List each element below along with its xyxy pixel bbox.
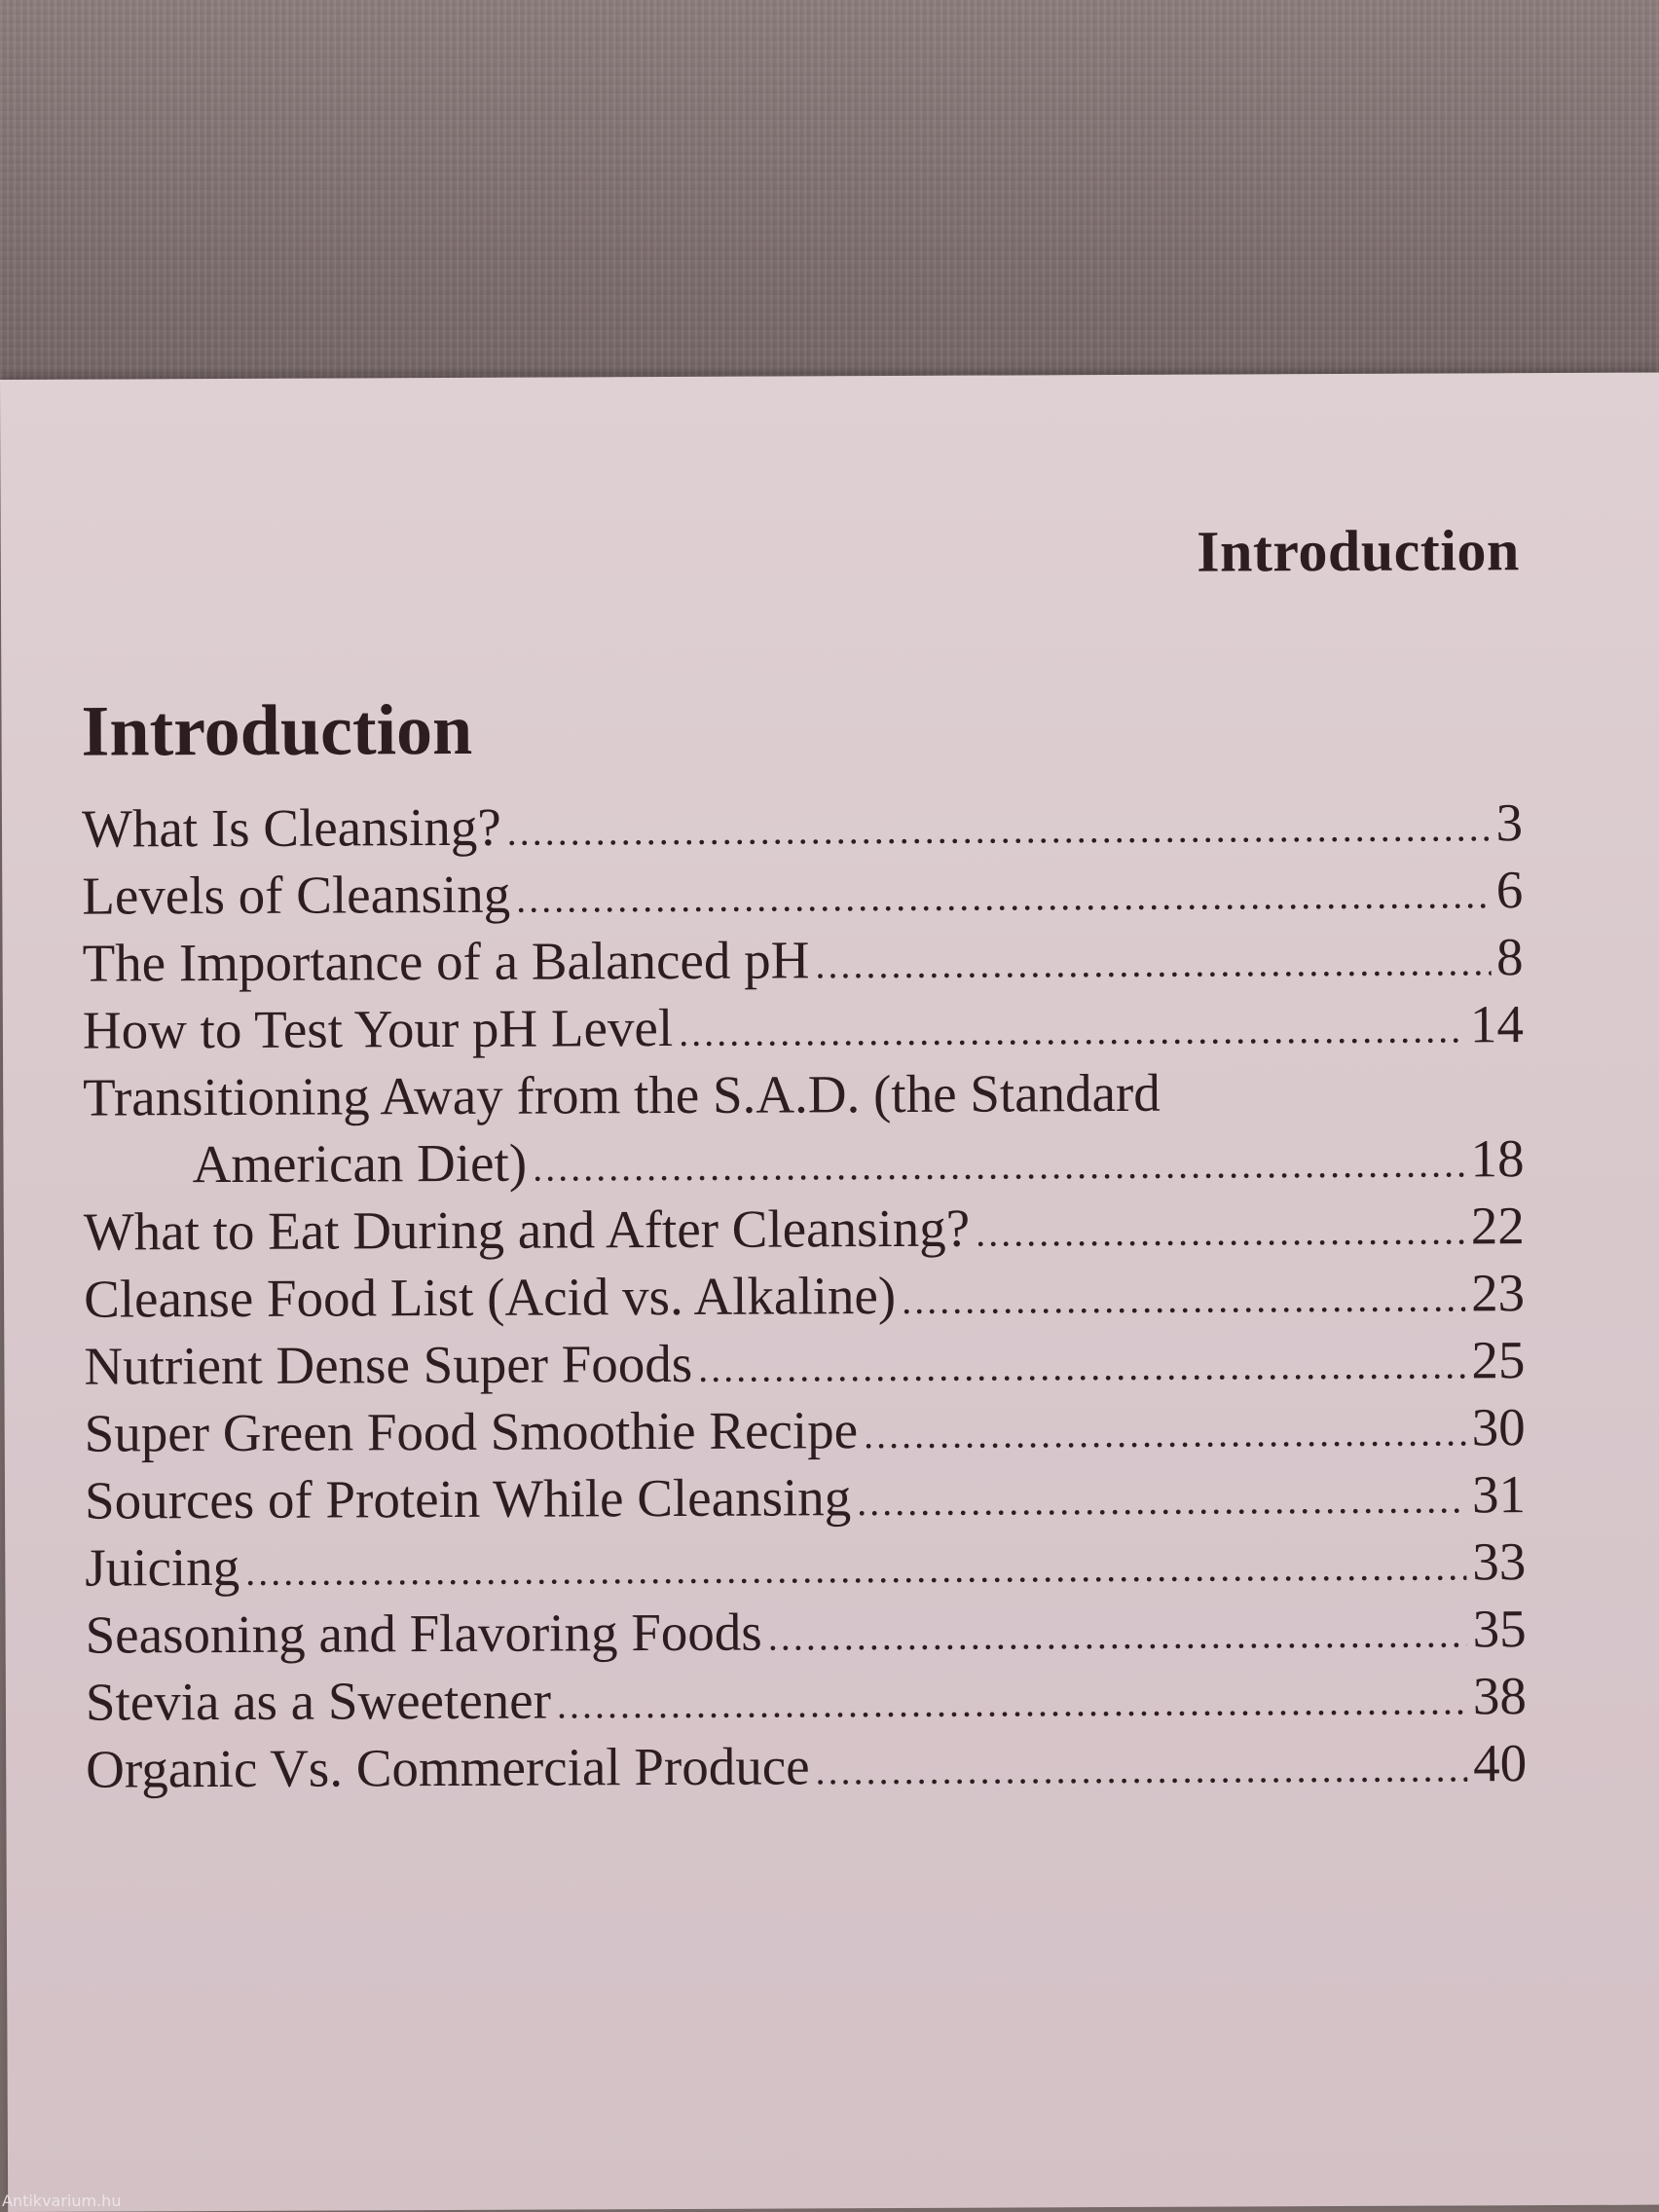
toc-entry-page: 35	[1472, 1599, 1527, 1659]
toc-dot-leader	[507, 804, 1491, 854]
toc-dot-leader	[815, 1745, 1467, 1793]
toc-dot-leader	[557, 1677, 1467, 1727]
background-surface	[0, 0, 1659, 409]
toc-entry	[84, 1195, 1525, 1268]
toc-entry-page: 38	[1472, 1666, 1528, 1726]
toc-entry	[85, 1463, 1526, 1536]
toc-dot-leader	[679, 1006, 1464, 1055]
toc-dot-leader	[533, 1140, 1465, 1190]
toc-entry-page: 14	[1469, 994, 1525, 1054]
watermark-text: Antikvarium.hu	[2, 2192, 122, 2210]
toc-entry-label: Juicing	[85, 1536, 240, 1598]
toc-entry	[82, 926, 1523, 999]
toc-entry	[86, 1665, 1527, 1738]
toc-entry	[85, 1598, 1526, 1671]
toc-entry-page: 25	[1471, 1330, 1526, 1390]
toc-entry-label: American Diet)	[192, 1132, 528, 1195]
running-head: Introduction	[1196, 518, 1520, 584]
toc-entry	[82, 792, 1523, 865]
toc-entry-label: Transitioning Away from the S.A.D. (the Standard	[83, 1062, 1161, 1127]
toc-entry-label: Nutrient Dense Super Foods	[84, 1333, 693, 1396]
section-title: Introduction	[81, 689, 473, 772]
toc-entry	[85, 1396, 1526, 1469]
toc-entry-label: What to Eat During and After Cleansing?	[83, 1198, 971, 1262]
toc-dot-leader	[902, 1274, 1465, 1323]
toc-entry-page: 3	[1495, 793, 1524, 853]
toc-entry-page: 8	[1495, 927, 1524, 987]
toc-dot-leader	[768, 1610, 1467, 1659]
toc-entry	[84, 1262, 1525, 1335]
toc-dot-leader	[857, 1476, 1466, 1525]
toc-entry	[84, 1329, 1525, 1402]
toc-entry-page: 6	[1495, 860, 1524, 920]
toc-entry	[86, 1732, 1527, 1805]
toc-entry-label: Levels of Cleansing	[82, 864, 511, 926]
book-page	[0, 373, 1659, 2212]
toc-entry-page: 22	[1470, 1196, 1525, 1256]
toc-entry-label: Stevia as a Sweetener	[85, 1670, 552, 1732]
toc-entry	[85, 1530, 1526, 1604]
toc-entry-label: Cleanse Food List (Acid vs. Alkaline)	[83, 1265, 897, 1329]
toc-entry-label: How to Test Your pH Level	[82, 997, 674, 1060]
toc-entry-label: Organic Vs. Commercial Produce	[86, 1736, 810, 1799]
toc-dot-leader	[245, 1543, 1466, 1594]
toc-entry-page: 33	[1472, 1531, 1527, 1592]
toc-entry	[82, 859, 1523, 932]
toc-dot-leader	[815, 939, 1491, 987]
toc-entry-label: Super Green Food Smoothie Recipe	[84, 1400, 859, 1463]
toc-entry	[83, 1060, 1524, 1133]
toc-dot-leader	[976, 1207, 1465, 1255]
toc-entry-page: 23	[1470, 1263, 1526, 1323]
toc-entry-label: The Importance of a Balanced pH	[82, 930, 810, 993]
toc-entry-label: Sources of Protein While Cleansing	[84, 1467, 852, 1530]
toc-entry-page: 31	[1471, 1464, 1527, 1525]
toc-entry	[83, 993, 1524, 1066]
toc-dot-leader	[698, 1342, 1465, 1390]
toc-entry-label: Seasoning and Flavoring Foods	[85, 1602, 762, 1665]
toc-dot-leader	[864, 1409, 1466, 1457]
toc-entry-continuation	[83, 1127, 1524, 1200]
toc-entry-page: 30	[1471, 1397, 1526, 1457]
toc-entry-page: 40	[1473, 1733, 1528, 1793]
toc-dot-leader	[516, 871, 1491, 921]
toc-entry-page: 18	[1470, 1128, 1525, 1189]
toc-entry-label: What Is Cleansing?	[81, 796, 501, 859]
table-of-contents	[82, 792, 1528, 1805]
